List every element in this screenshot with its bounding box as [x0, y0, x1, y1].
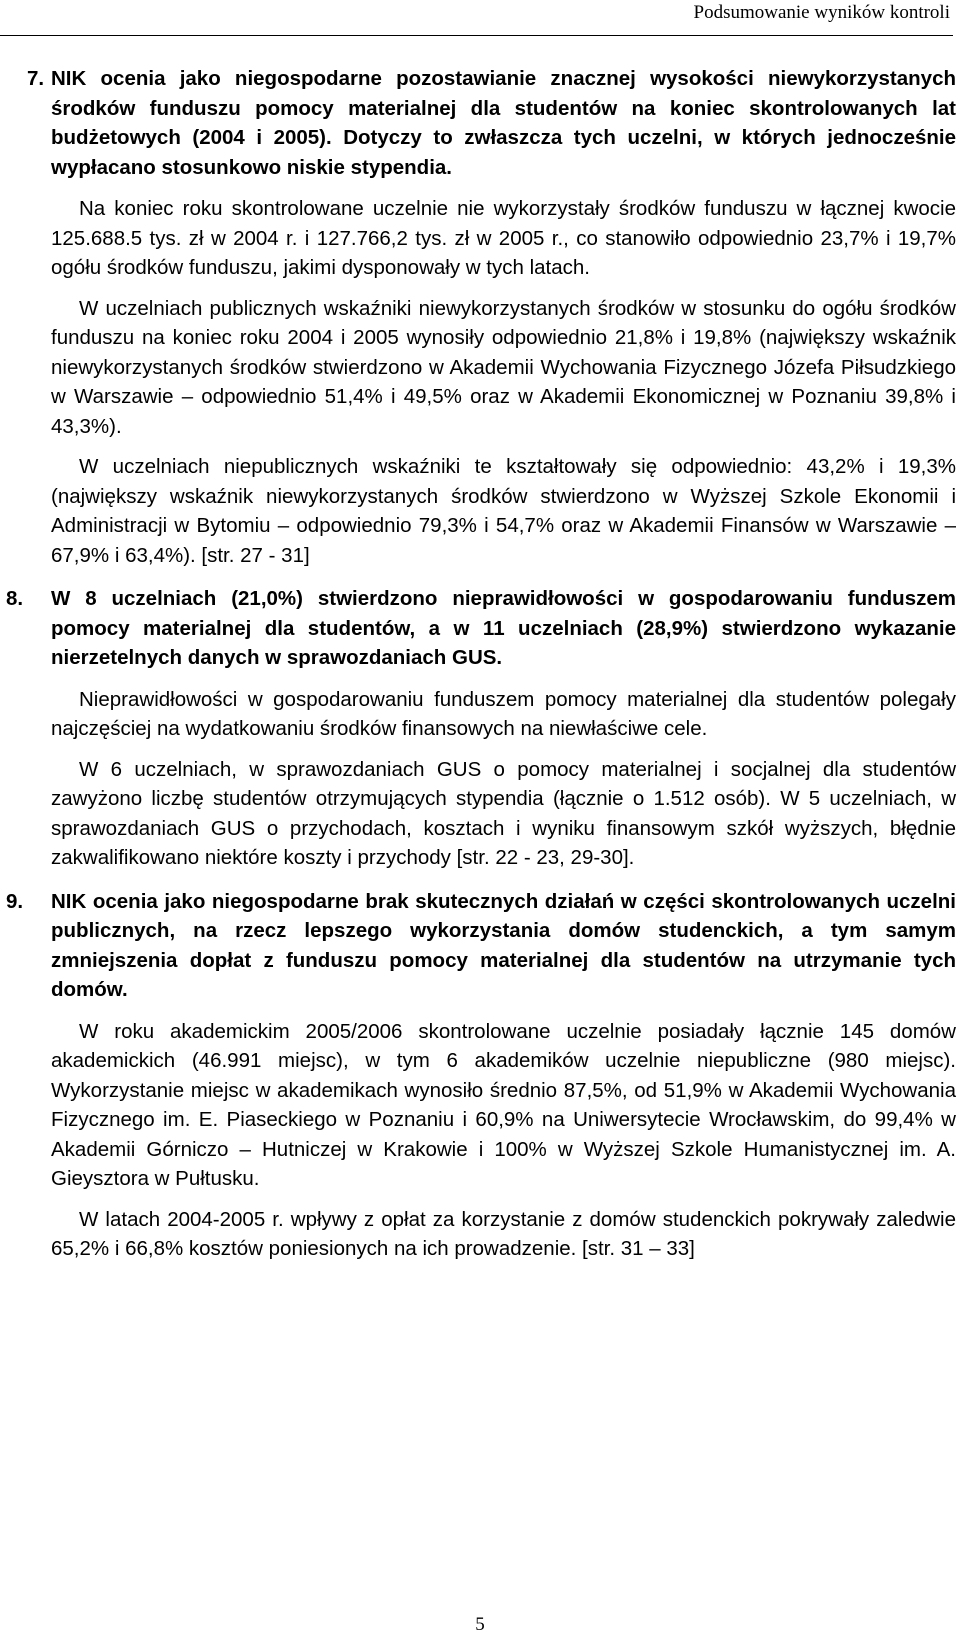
header-title: Podsumowanie wyników kontroli	[693, 2, 950, 23]
paragraph: W 6 uczelniach, w sprawozdaniach GUS o pomocy materialnej i socjalnej dla studentów zawyżono liczbę studentów otrzymujących stypendia (łącznie o 1.512 osób). W 5 uczelniach, w sprawozdaniach GUS o przychodach, kosztach i wyniku finansowym szkół wyższych, błędnie zakwalifikowano niektóre koszty i przychody [str. 22 - 23, 29-30].	[51, 757, 956, 869]
document-body	[0, 64, 960, 1275]
section-7	[0, 64, 956, 570]
paragraph: Nieprawidłowości w gospodarowaniu funduszem pomocy materialnej dla studentów polegały najczęściej na wydatkowaniu środków finansowych na niewłaściwe cele.	[51, 687, 956, 740]
paragraph: W latach 2004-2005 r. wpływy z opłat za korzystanie z domów studenckich pokrywały zaledwie 65,2% i 66,8% kosztów poniesionych na ich prowadzenie. [str. 31 – 33]	[51, 1207, 956, 1260]
section-lead: W 8 uczelniach (21,0%) stwierdzono nieprawidłowości w gospodarowaniu funduszem pomocy materialnej dla studentów, a w 11 uczelniach (28,9%) stwierdzono wykazanie nierzetelnych danych w sprawozdaniach GUS.	[51, 587, 956, 669]
page-header	[0, 0, 953, 36]
section-number: 7.	[27, 67, 45, 90]
section-number: 9.	[6, 889, 24, 913]
page-footer	[0, 1614, 960, 1636]
section-8	[0, 584, 956, 873]
section-lead: NIK ocenia jako niegospodarne pozostawianie znacznej wysokości niewykorzystanych środków funduszu pomocy materialnej dla studentów na koniec skontrolowanych lat budżetowych (2004 i 2005). Dotyczy to zwłaszcza tych uczelni, w których jednocześnie wypłacano stosunkowo niskie stypendia.	[51, 67, 956, 179]
paragraph: W roku akademickim 2005/2006 skontrolowane uczelnie posiadały łącznie 145 domów akademickich (46.991 miejsc), w tym 6 akademików uczelnie niepubliczne (980 miejsc). Wykorzystanie miejsc w akademikach wynosiło średnio 87,5%, od 51,9% w Akademii Wychowania Fizycznego im. E. Piaseckiego w Poznaniu i 60,9% na Uniwersytecie Wrocławskim, do 99,4% w Akademii Górniczo – Hutniczej w Krakowie i 100% w Wyższej Szkole Humanistycznej im. A. Gieysztora w Pułtusku.	[51, 1019, 956, 1190]
paragraph: W uczelniach publicznych wskaźniki niewykorzystanych środków w stosunku do ogółu środków funduszu na koniec roku 2004 i 2005 wynosiły odpowiednio 21,8% i 19,8% (największy wskaźnik niewykorzystanych środków stwierdzono w Akademii Wychowania Fizycznego Józefa Piłsudzkiego w Warszawie – odpowiednio 51,4% i 49,5% oraz w Akademii Ekonomicznej w Poznaniu 39,8% i 43,3%).	[51, 296, 956, 438]
section-number: 8.	[6, 587, 24, 610]
page-number: 5	[475, 1614, 485, 1635]
section-9	[0, 887, 956, 1264]
paragraph: W uczelniach niepublicznych wskaźniki te kształtowały się odpowiednio: 43,2% i 19,3% (największy wskaźnik niewykorzystanych środków stwierdzono w Wyższej Szkole Ekonomii i Administracji w Bytomiu – odpowiednio 79,3% i 54,7% oraz w Akademii Finansów w Warszawie – 67,9% i 63,4%). [str. 27 - 31]	[51, 455, 956, 567]
section-lead: NIK ocenia jako niegospodarne brak skutecznych działań w części skontrolowanych uczelni publicznych, na rzecz lepszego wykorzystania domów studenckich, a tym samym zmniejszenia dopłat z funduszu pomocy materialnej dla studentów na utrzymanie tych domów.	[51, 889, 956, 1001]
paragraph: Na koniec roku skontrolowane uczelnie nie wykorzystały środków funduszu w łącznej kwocie 125.688.5 tys. zł w 2004 r. i 127.766,2 tys. zł w 2005 r., co stanowiło odpowiednio 23,7% i 19,7% ogółu środków funduszu, jakimi dysponowały w tych latach.	[51, 197, 956, 279]
